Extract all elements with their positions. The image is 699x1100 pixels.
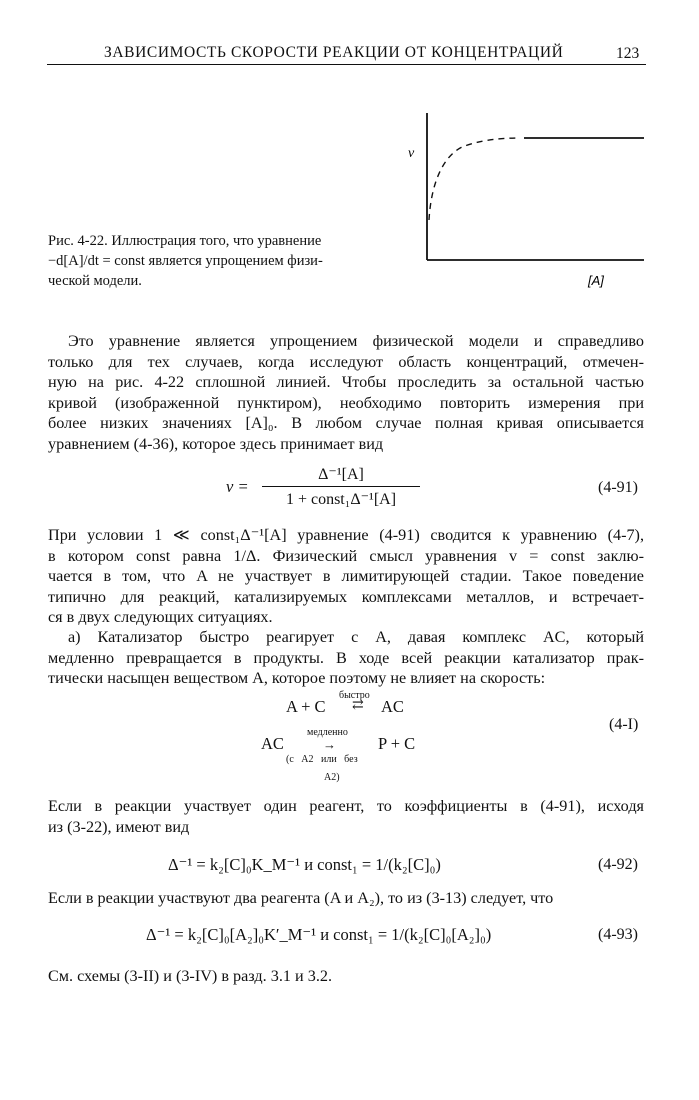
- scheme-note-line1: (с A2 или без: [286, 754, 358, 765]
- scheme-line1-left: A + C: [286, 697, 326, 716]
- dashed-curve: [429, 138, 520, 220]
- text-line: тически насыщен веществом A, которое поэтому не влияет на скорость:: [48, 669, 546, 687]
- text-line: в котором const равна 1/Δ. Физический смысл уравнения v = const заклю-: [48, 546, 644, 565]
- eq-4-93-number: (4-93): [598, 926, 638, 943]
- figure-4-22-plot: [400, 105, 650, 295]
- eq-4-92: Δ⁻¹ = k₂[C]₀K_M⁻¹ и const₁ = 1/(k₂[C]₀): [168, 855, 441, 874]
- text-line: медленно превращается в продукты. В ходе всей реакции катализатор прак-: [48, 648, 644, 667]
- x-axis-label: [A]: [588, 273, 604, 288]
- text-line: ную на рис. 4-22 сплошной линией. Чтобы проследить за остальной частью: [48, 373, 644, 391]
- eq-4-91-denominator: 1 + const₁Δ⁻¹[A]: [285, 491, 397, 508]
- text-line: Если в реакции участвуют два реагента (A и A₂), то из (3-13) следует, что: [48, 889, 554, 907]
- eq-4-91-lhs: v =: [226, 477, 249, 496]
- text-line: Это уравнение является упрощением физической модели и справедливо: [68, 332, 644, 350]
- scheme-equilibrium-arrow: ⇄: [352, 698, 364, 713]
- header-rule: [47, 64, 646, 65]
- running-header-title: ЗАВИСИМОСТЬ СКОРОСТИ РЕАКЦИИ ОТ КОНЦЕНТРАЦИЙ: [104, 44, 564, 61]
- text-line: При условии 1 ≪ const₁Δ⁻¹[A] уравнение (4-91) сводится к уравнению (4-7),: [48, 526, 644, 544]
- eq-4-92-number: (4-92): [598, 856, 638, 873]
- text-line: кривой (изображенной пунктиром), необходимо повторить измерения при: [48, 393, 644, 412]
- paragraph-2: [48, 525, 644, 628]
- eq-4-91-numerator: Δ⁻¹[A]: [318, 466, 364, 483]
- text-line: из (3-22), имеют вид: [48, 817, 190, 836]
- paragraph-3: [48, 627, 644, 689]
- scheme-reference-note: См. схемы (3-II) и (3-IV) в разд. 3.1 и 3.2.: [48, 967, 333, 985]
- text-line: чается в том, что A не участвует в лимитирующей стадии. Такое поведение: [48, 567, 644, 585]
- scheme-number: (4-I): [609, 716, 639, 733]
- eq-4-91-fraction-bar: [262, 486, 420, 487]
- scheme-fast-label: быстро: [339, 690, 370, 701]
- eq-4-93: Δ⁻¹ = k₂[C]₀[A₂]₀K′_M⁻¹ и const₁ = 1/(k₂[C]₀[A₂]₀): [146, 925, 492, 944]
- text-line: типично для реакций, катализируемых комплексами металлов, и встречает-: [48, 587, 644, 606]
- caption-line: ческой модели.: [48, 273, 142, 289]
- text-line: ся в двух следующих ситуациях.: [48, 608, 273, 626]
- scheme-note-line2: A2): [324, 772, 340, 783]
- text-line: только для тех случаев, когда исследуют область концентраций, отмечен-: [48, 352, 644, 371]
- paragraph-1: [48, 331, 644, 454]
- eq-4-91-number: (4-91): [598, 479, 638, 496]
- caption-line: −d[A]/dt = const является упрощением физи-: [48, 253, 323, 269]
- caption-line: Рис. 4-22. Иллюстрация того, что уравнение: [48, 233, 322, 249]
- page-number: 123: [616, 45, 640, 62]
- y-axis-label: v: [408, 146, 415, 161]
- paragraph-5: [48, 888, 644, 909]
- scheme-line2-left: AC: [261, 734, 284, 753]
- figure-caption: [48, 231, 384, 291]
- scheme-line2-right: P + C: [378, 734, 416, 753]
- text-line: уравнением (4-36), которое здесь принимает вид: [48, 434, 384, 453]
- text-line: более низких значениях [A]₀. В любом случае полная кривая описывается: [48, 414, 644, 432]
- scheme-slow-label: медленно: [307, 727, 348, 738]
- scheme-slow-arrow: →: [323, 737, 336, 752]
- scheme-line1-right: AC: [381, 697, 404, 716]
- text-line: Если в реакции участвует один реагент, то коэффициенты в (4-91), исходя: [48, 797, 644, 815]
- text-line: а) Катализатор быстро реагирует с A, давая комплекс AC, который: [68, 628, 644, 646]
- paragraph-4: [48, 796, 644, 837]
